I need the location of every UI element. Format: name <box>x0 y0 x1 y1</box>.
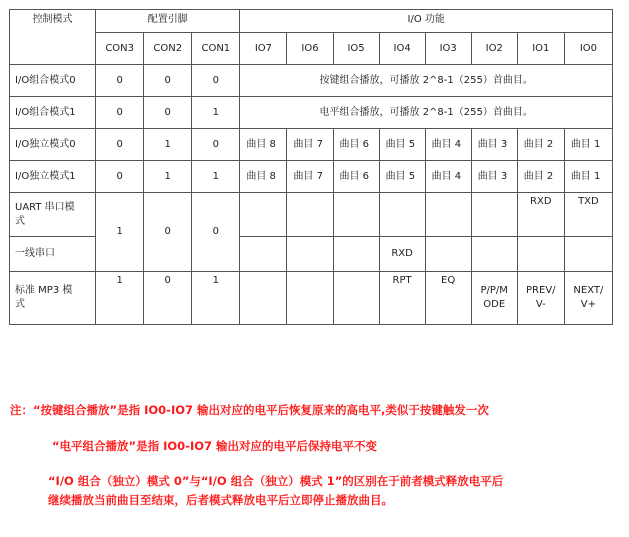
io-config-table <box>9 9 613 325</box>
col-io2: IO2 <box>471 33 517 65</box>
io7-cell <box>240 193 287 237</box>
mode-line-2: 式 <box>15 299 25 310</box>
mode-cell: I/O组合模式1 <box>10 97 96 129</box>
io1-cell: 曲目 2 <box>517 161 564 193</box>
con2-cell: 0 <box>144 272 192 325</box>
col-io6: IO6 <box>287 33 333 65</box>
io1-line-1: PREV/ <box>526 285 556 296</box>
col-io4: IO4 <box>379 33 425 65</box>
io6-cell <box>287 193 333 237</box>
io3-cell: 曲目 4 <box>425 161 471 193</box>
io2-cell: 曲目 3 <box>471 161 517 193</box>
note-line-4: 继续播放当前曲目至结束，后者模式释放电平后立即停止播放曲目。 <box>48 493 393 507</box>
col-io1: IO1 <box>517 33 564 65</box>
note-line-1: 注：“按键组合播放”是指 IO0-IO7 输出对应的电平后恢复原来的高电平,类似于按键触发一次 <box>10 403 489 417</box>
con2-cell: 0 <box>144 97 192 129</box>
mode-line-1: UART 串口模 <box>15 201 75 213</box>
io2-cell <box>471 237 517 272</box>
con3-cell: 0 <box>96 161 144 193</box>
con1-cell: 1 <box>192 272 240 325</box>
io6-cell: 曲目 7 <box>287 161 333 193</box>
con2-cell: 1 <box>144 161 192 193</box>
io7-cell <box>240 237 287 272</box>
con2-cell: 1 <box>144 129 192 161</box>
io2-line-2: ODE <box>483 299 506 310</box>
con3-cell: 0 <box>96 129 144 161</box>
io2-cell <box>471 272 517 325</box>
config-pins-header: 配置引脚 <box>96 10 240 33</box>
col-con2: CON2 <box>144 33 192 65</box>
io0-line-1: NEXT/ <box>573 285 604 296</box>
header-row <box>10 10 613 33</box>
mode-line-2: 式 <box>15 215 25 227</box>
con1-cell: 0 <box>192 65 240 97</box>
col-io7: IO7 <box>240 33 287 65</box>
mode-cell: I/O组合模式0 <box>10 65 96 97</box>
io1-line-2: V- <box>535 299 546 310</box>
io4-cell: 曲目 5 <box>379 129 425 161</box>
io0-cell <box>564 272 612 325</box>
con1-cell: 0 <box>192 129 240 161</box>
io1-cell: 曲目 2 <box>517 129 564 161</box>
con1-cell: 1 <box>192 161 240 193</box>
io1-cell: RXD <box>517 193 564 237</box>
col-io5: IO5 <box>333 33 379 65</box>
con1-cell: 0 <box>192 193 240 272</box>
mode-cell: 一线串口 <box>10 237 96 272</box>
col-con1: CON1 <box>192 33 240 65</box>
io0-cell <box>564 237 612 272</box>
con2-cell: 0 <box>144 65 192 97</box>
io-description-cell: 电平组合播放，可播放 2^8-1（255）首曲目。 <box>240 97 613 129</box>
table-row <box>10 161 613 193</box>
io3-cell: 曲目 4 <box>425 129 471 161</box>
io4-cell: RPT <box>379 272 425 325</box>
io0-cell: 曲目 1 <box>564 161 612 193</box>
con1-cell: 1 <box>192 97 240 129</box>
con2-cell: 0 <box>144 193 192 272</box>
table-row <box>10 97 613 129</box>
io6-cell: 曲目 7 <box>287 129 333 161</box>
io5-cell <box>333 193 379 237</box>
io5-cell: 曲目 6 <box>333 161 379 193</box>
io7-cell <box>240 272 287 325</box>
io4-cell: RXD <box>379 237 425 272</box>
table-row <box>10 65 613 97</box>
io-description-cell: 按键组合播放，可播放 2^8-1（255）首曲目。 <box>240 65 613 97</box>
io3-cell: EQ <box>425 272 471 325</box>
mode-line-1: 标准 MP3 模 <box>15 285 73 296</box>
col-io3: IO3 <box>425 33 471 65</box>
io5-cell <box>333 237 379 272</box>
note-line-3: “I/O 组合（独立）模式 0”与“I/O 组合（独立）模式 1”的区别在于前者模式释放电平后 <box>48 474 504 488</box>
io5-cell <box>333 272 379 325</box>
io1-cell <box>517 237 564 272</box>
io6-cell <box>287 272 333 325</box>
note-line-2: “电平组合播放”是指 IO0-IO7 输出对应的电平后保持电平不变 <box>52 439 378 453</box>
notes-section <box>10 401 620 507</box>
table-row-uart <box>10 193 613 237</box>
mode-cell: I/O独立模式1 <box>10 161 96 193</box>
control-mode-header: 控制模式 <box>10 10 96 65</box>
con3-cell: 0 <box>96 65 144 97</box>
io2-cell <box>471 193 517 237</box>
io1-cell <box>517 272 564 325</box>
col-io0: IO0 <box>564 33 612 65</box>
io2-line-1: P/P/M <box>480 285 508 296</box>
con3-cell: 0 <box>96 97 144 129</box>
con3-cell: 1 <box>96 193 144 272</box>
mode-cell <box>10 193 96 237</box>
subheader-row <box>10 33 613 65</box>
io6-cell <box>287 237 333 272</box>
io2-cell: 曲目 3 <box>471 129 517 161</box>
io7-cell: 曲目 8 <box>240 161 287 193</box>
io-function-header: I/O 功能 <box>240 10 613 33</box>
con3-cell: 1 <box>96 272 144 325</box>
io0-cell: 曲目 1 <box>564 129 612 161</box>
col-con3: CON3 <box>96 33 144 65</box>
mode-cell <box>10 272 96 325</box>
io7-cell: 曲目 8 <box>240 129 287 161</box>
io3-cell <box>425 237 471 272</box>
mode-cell: I/O独立模式0 <box>10 129 96 161</box>
io4-cell <box>379 193 425 237</box>
io0-cell: TXD <box>564 193 612 237</box>
io3-cell <box>425 193 471 237</box>
table-row <box>10 129 613 161</box>
io0-line-2: V+ <box>580 299 597 310</box>
io4-cell: 曲目 5 <box>379 161 425 193</box>
io5-cell: 曲目 6 <box>333 129 379 161</box>
table-row-mp3 <box>10 272 613 325</box>
